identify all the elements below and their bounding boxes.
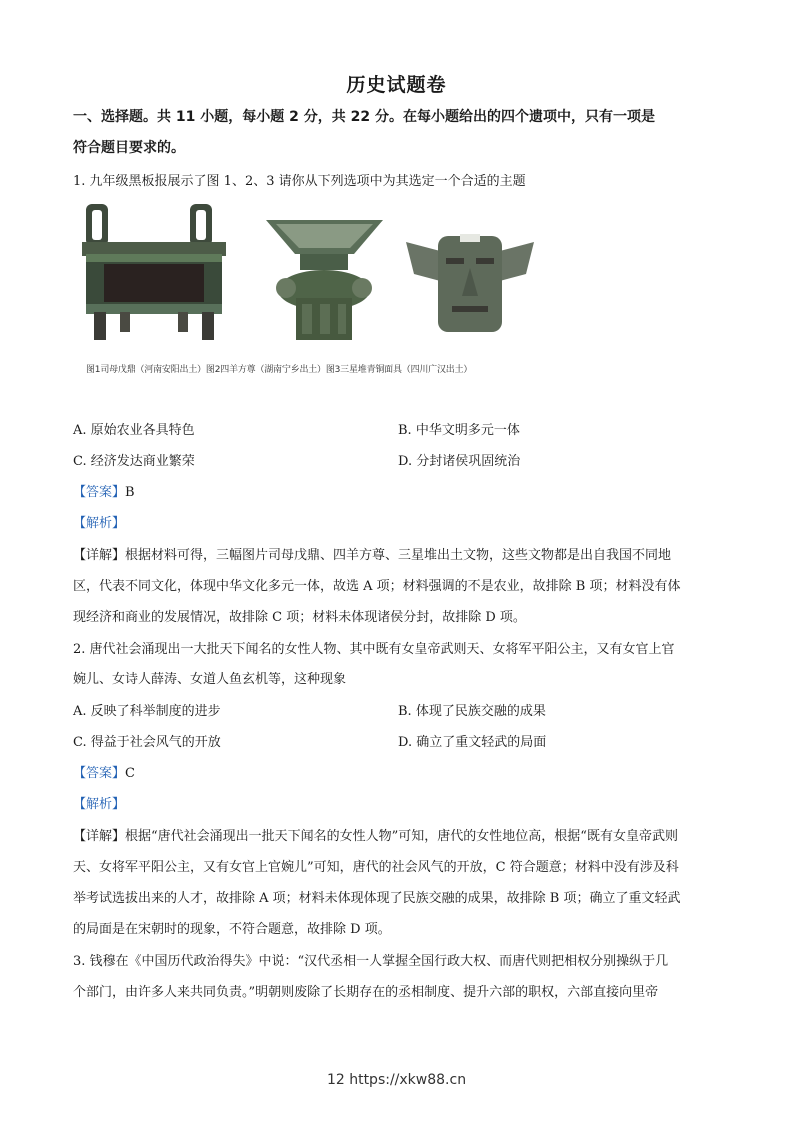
detail-text: 根据材料可得，三幅图片司母戊鼎、四羊方尊、三星堆出土文物，这些文物都是出自我国不同地 [125,548,672,563]
q1-figure-caption: 图1司母戊鼎（河南安阳出土）图2四羊方尊（湖南宁乡出土）图3三星堆青铜面具（四川广汉出土） [86,365,473,375]
four-ram-zun-image [262,218,387,348]
q2-option-b: B. 体现了民族交融的成果 [398,704,546,719]
q1-detail-line1 [73,546,725,566]
q2-option-a: A. 反映了科举制度的进步 [73,704,221,719]
bronze-ding-image [80,204,230,344]
q2-detail-line2: 天、女将军平阳公主，又有女官上官婉儿”可知，唐代的社会风气的开放，C 符合题意；材料中没有涉及科 [73,860,679,875]
q1-detail-line2: 区，代表不同文化，体现中华文化多元一体，故选 A 项；材料强调的不是农业，故排除 B 项；材料没有体 [73,579,681,594]
q3-stem-line1: 3. 钱穆在《中国历代政治得失》中说：“汉代丞相一人掌握全国行政大权、而唐代则把相权分别操纵于几 [73,954,669,969]
q2-answer [73,764,135,784]
q2-option-c: C. 得益于社会风气的开放 [73,735,221,750]
answer-value: C [125,766,135,781]
sanxingdui-mask-image [404,230,536,340]
q1-option-a: A. 原始农业各具特色 [73,423,195,438]
q2-detail-line3: 举考试选拔出来的人才，故排除 A 项；材料未体现体现了民族交融的成果，故排除 B 项；确立了重文轻武 [73,891,681,906]
q1-option-c: C. 经济发达商业繁荣 [73,454,195,469]
answer-label: 【答案】 [73,485,126,500]
q1-stem: 1. 九年级黑板报展示了图 1、2、3 请你从下列选项中为其选定一个合适的主题 [73,174,526,189]
q2-analysis-label: 【解析】 [73,797,126,812]
q1-option-d: D. 分封诸侯巩固统治 [398,454,521,469]
q1-analysis-label: 【解析】 [73,516,126,531]
q2-stem-line1: 2. 唐代社会涌现出一大批天下闻名的女性人物、其中既有女皇帝武则天、女将军平阳公主，又有女官上官 [73,642,675,657]
page-footer: 12 https://xkw88.cn [326,1072,467,1088]
q2-detail-line1 [73,827,725,847]
q1-detail-line3: 现经济和商业的发展情况，故排除 C 项；材料未体现诸侯分封，故排除 D 项。 [73,610,526,625]
page-title: 历史试题卷 [346,74,447,96]
answer-value: B [125,485,135,500]
q1-option-b: B. 中华文明多元一体 [398,423,520,438]
detail-text: 根据“唐代社会涌现出一批天下闻名的女性人物”可知，唐代的女性地位高，根据“既有女皇帝武则 [125,829,678,844]
detail-label: 【详解】 [73,548,126,563]
q1-figures [80,200,540,380]
answer-label: 【答案】 [73,766,126,781]
q1-answer [73,483,135,503]
section-heading-line1: 一、选择题。共 11 小题，每小题 2 分，共 22 分。在每小题给出的四个遗项中，只有一项是 [73,109,655,125]
q3-stem-line2: 个部门，由许多人来共同负责。”明朝则废除了长期存在的丞相制度、提升六部的职权，六部直接向里帝 [73,985,659,1000]
section-heading-line2: 符合题目要求的。 [73,140,185,156]
detail-label: 【详解】 [73,829,126,844]
q2-stem-line2: 婉儿、女诗人薛涛、女道人鱼玄机等，这种现象 [73,672,347,687]
q2-option-d: D. 确立了重文轻武的局面 [398,735,547,750]
q2-detail-line4: 的局面是在宋朝时的现象，不符合题意，故排除 D 项。 [73,922,391,937]
